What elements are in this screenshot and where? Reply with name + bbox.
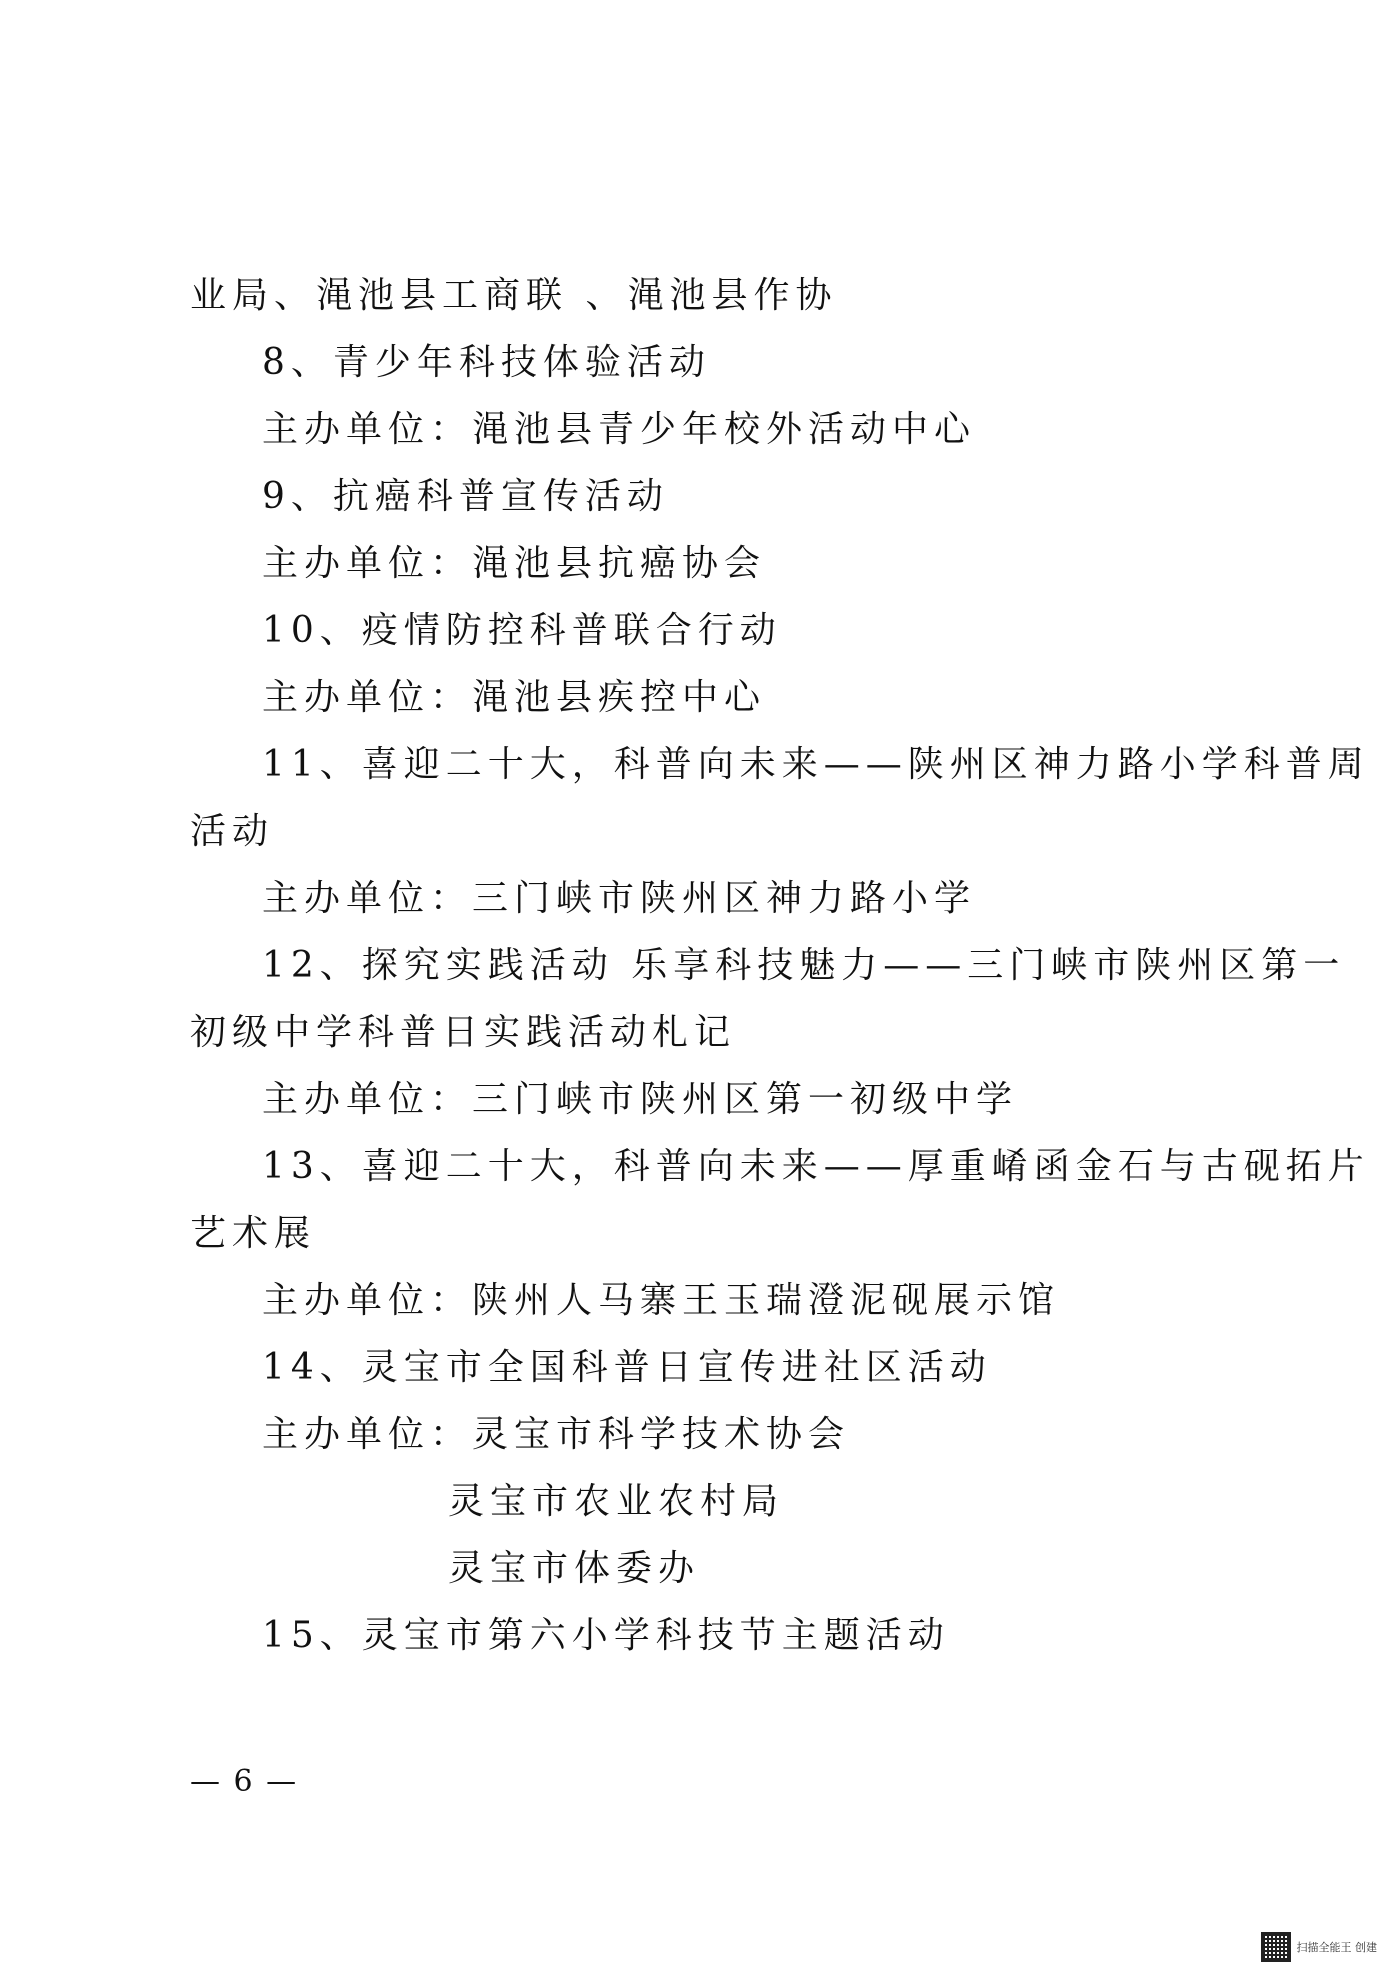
organizer-line: 主办单位：渑池县疾控中心 [262, 677, 767, 718]
item-heading-continued: 艺术展 [190, 1213, 317, 1254]
item-heading: 15、灵宝市第六小学科技节主题活动 [262, 1615, 950, 1656]
item-heading: 8、青少年科技体验活动 [262, 342, 711, 383]
organizer-line: 主办单位：陕州人马寨王玉瑞澄泥砚展示馆 [262, 1280, 1061, 1321]
qr-code-icon [1261, 1932, 1291, 1962]
item-heading: 14、灵宝市全国科普日宣传进社区活动 [262, 1347, 992, 1388]
organizer-line: 主办单位：渑池县青少年校外活动中心 [262, 409, 977, 450]
item-heading: 13、喜迎二十大，科普向未来——厚重崤函金石与古砚拓片 [262, 1146, 1370, 1187]
organizer-line: 主办单位：三门峡市陕州区神力路小学 [262, 878, 977, 919]
scanner-watermark [1261, 1932, 1378, 1962]
item-heading: 9、抗癌科普宣传活动 [262, 476, 669, 517]
item-heading-continued: 初级中学科普日实践活动札记 [190, 1012, 737, 1053]
organizer-line: 主办单位：渑池县抗癌协会 [262, 543, 767, 584]
item-heading-continued: 活动 [190, 811, 275, 852]
item-heading: 11、喜迎二十大，科普向未来——陕州区神力路小学科普周 [262, 744, 1370, 785]
text-line: 业局、渑池县工商联 、渑池县作协 [190, 275, 838, 316]
item-heading: 12、探究实践活动 乐享科技魅力——三门峡市陕州区第一 [262, 945, 1346, 986]
watermark-text: 扫描全能王 创建 [1296, 1941, 1377, 1954]
item-heading: 10、疫情防控科普联合行动 [262, 610, 782, 651]
organizer-line: 主办单位：三门峡市陕州区第一初级中学 [262, 1079, 1019, 1120]
organizer-line-continued: 灵宝市农业农村局 [448, 1481, 785, 1522]
organizer-line-continued: 灵宝市体委办 [448, 1548, 701, 1589]
organizer-line: 主办单位：灵宝市科学技术协会 [262, 1414, 851, 1455]
page-number: — 6 — [190, 1764, 299, 1799]
